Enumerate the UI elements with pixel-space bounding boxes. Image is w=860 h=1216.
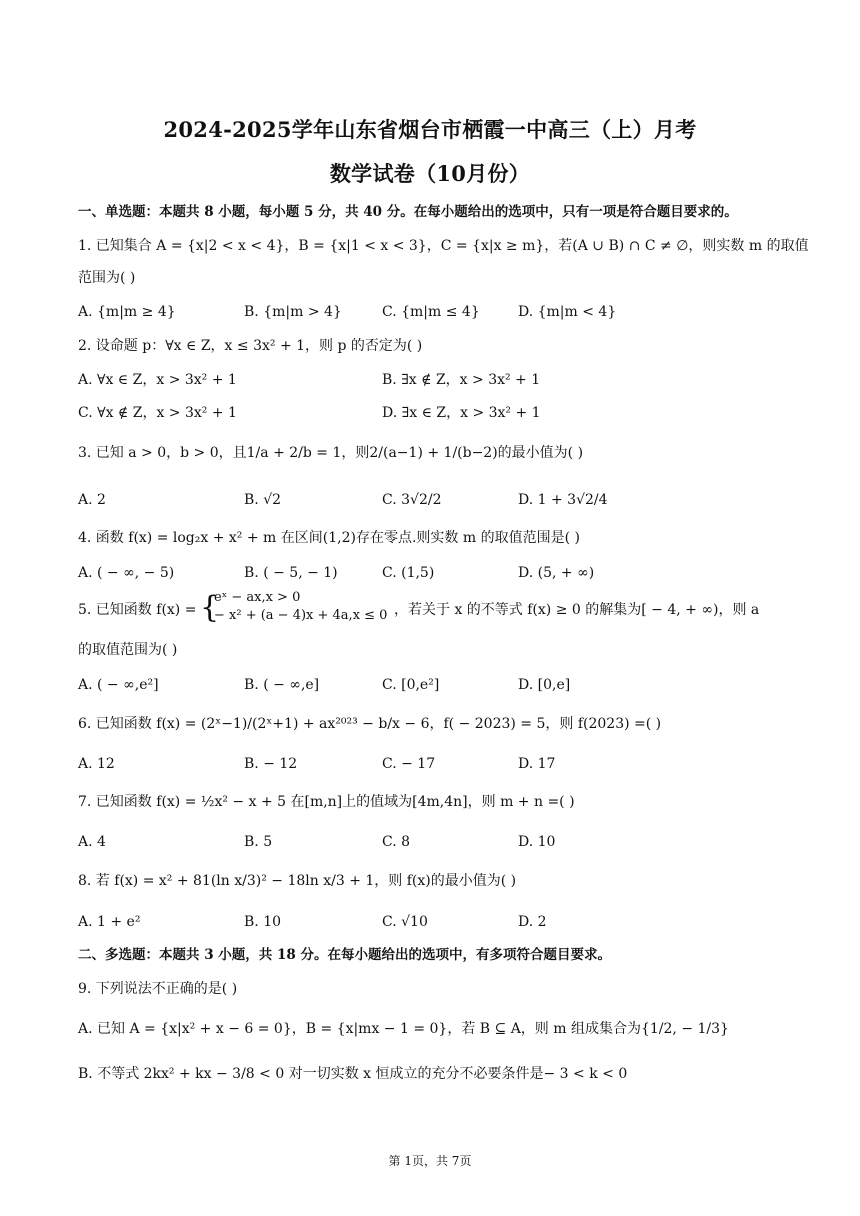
q4-stem: 4. 函数 f(x) = log₂x + x² + m 在区间(1,2)存在零点.则实数 m 的取值范围是( ) (78, 530, 580, 546)
q6-option-c: C. − 17 (382, 756, 436, 772)
q4-option-c: C. (1,5) (382, 565, 435, 581)
q3-stem: 3. 已知 a > 0，b > 0，且1/a + 2/b = 1，则2/(a−1) + 1/(b−2)的最小值为( ) (78, 445, 584, 461)
q7-option-c: C. 8 (382, 834, 411, 850)
q8-option-c: C. √10 (382, 914, 428, 930)
q2-stem: 2. 设命题 p：∀x ∈ Z，x ≤ 3x² + 1，则 p 的否定为( ) (78, 338, 423, 354)
q2-option-a: A. ∀x ∈ Z，x > 3x² + 1 (78, 372, 237, 388)
page-footer: 第 1页，共 7页 (388, 1154, 472, 1168)
q5-stem-cont: 的取值范围为( ) (78, 642, 178, 658)
q7-stem: 7. 已知函数 f(x) = ½x² − x + 5 在[m,n]上的值域为[4m,4n]，则 m + n =( ) (78, 794, 575, 810)
q4-option-a: A. ( − ∞, − 5) (78, 565, 175, 581)
q5-option-d: D. [0,e] (518, 677, 571, 693)
q3-option-d: D. 1 + 3√2/4 (518, 492, 608, 508)
q8-stem: 8. 若 f(x) = x² + 81(ln x/3)² − 18ln x/3 + 1，则 f(x)的最小值为( ) (78, 873, 517, 889)
q1-option-d: D. {m|m < 4} (518, 304, 617, 320)
q9-stem: 9. 下列说法不正确的是( ) (78, 981, 238, 997)
q5-case1: eˣ − ax,x > 0 (214, 590, 301, 605)
q7-option-d: D. 10 (518, 834, 556, 850)
q5-case2: − x² + (a − 4)x + 4a,x ≤ 0 (214, 608, 388, 623)
q1-option-a: A. {m|m ≥ 4} (78, 304, 176, 320)
q5-stem-suffix: ，若关于 x 的不等式 f(x) ≥ 0 的解集为[ − 4, + ∞)，则 a (394, 602, 760, 618)
q1-stem-cont: 范围为( ) (78, 270, 136, 286)
q8-option-d: D. 2 (518, 914, 547, 930)
q4-option-b: B. ( − 5, − 1) (244, 565, 338, 581)
q2-option-c: C. ∀x ∉ Z，x > 3x² + 1 (78, 405, 237, 421)
section2-heading: 二、多选题：本题共 3 小题，共 18 分。在每小题给出的选项中，有多项符合题目要求。 (78, 947, 611, 963)
q7-option-b: B. 5 (244, 834, 273, 850)
q2-option-b: B. ∃x ∉ Z，x > 3x² + 1 (382, 372, 541, 388)
section1-heading: 一、单选题：本题共 8 小题，每小题 5 分，共 40 分。在每小题给出的选项中，只有一项是符合题目要求的。 (78, 204, 738, 220)
q3-option-a: A. 2 (78, 492, 106, 508)
exam-title-line1: 2024-2025学年山东省烟台市栖霞一中高三（上）月考 (163, 117, 697, 142)
q4-option-d: D. (5, + ∞) (518, 565, 595, 581)
q6-option-b: B. − 12 (244, 756, 298, 772)
q1-option-c: C. {m|m ≤ 4} (382, 304, 480, 320)
q6-option-d: D. 17 (518, 756, 556, 772)
q1-stem: 1. 已知集合 A = {x|2 < x < 4}，B = {x|1 < x < 3}，C = {x|x ≥ m}，若(A ∪ B) ∩ C ≠ ∅，则实数 m 的取值 (78, 238, 809, 254)
q8-option-b: B. 10 (244, 914, 282, 930)
q5-option-c: C. [0,e²] (382, 677, 440, 693)
q9-option-b: B. 不等式 2kx² + kx − 3/8 < 0 对一切实数 x 恒成立的充分不必要条件是− 3 < k < 0 (78, 1066, 628, 1082)
q2-option-d: D. ∃x ∈ Z，x > 3x² + 1 (382, 405, 541, 421)
q3-option-b: B. √2 (244, 492, 282, 508)
q7-option-a: A. 4 (78, 834, 106, 850)
q8-option-a: A. 1 + e² (78, 914, 141, 930)
q5-brace: { (200, 590, 220, 625)
q5-stem-prefix: 5. 已知函数 f(x) = (78, 602, 197, 618)
q6-option-a: A. 12 (78, 756, 115, 772)
q5-option-a: A. ( − ∞,e²] (78, 677, 159, 693)
q9-option-a: A. 已知 A = {x|x² + x − 6 = 0}，B = {x|mx − 1 = 0}，若 B ⊆ A，则 m 组成集合为{1/2, − 1/3} (78, 1021, 729, 1037)
q1-option-b: B. {m|m > 4} (244, 304, 342, 320)
q5-option-b: B. ( − ∞,e] (244, 677, 320, 693)
q6-stem: 6. 已知函数 f(x) = (2ˣ−1)/(2ˣ+1) + ax²⁰²³ − b/x − 6，f( − 2023) = 5，则 f(2023) =( ) (78, 716, 662, 732)
q3-option-c: C. 3√2/2 (382, 492, 442, 508)
exam-title-line2: 数学试卷（10月份） (329, 161, 531, 186)
